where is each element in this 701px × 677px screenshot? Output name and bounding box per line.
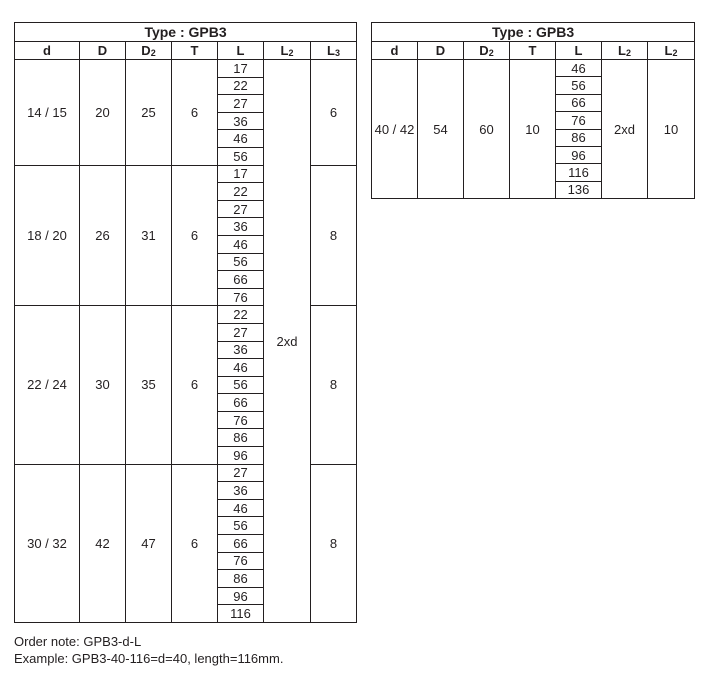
cell-L: 86 (556, 129, 602, 146)
cell-L: 76 (218, 288, 264, 306)
cell-L: 17 (218, 60, 264, 78)
cell-L: 22 (218, 183, 264, 201)
cell-L: 116 (218, 605, 264, 623)
cell-L: 27 (218, 323, 264, 341)
cell-L: 36 (218, 482, 264, 500)
order-notes (14, 633, 283, 667)
cell-d: 30 / 32 (15, 464, 80, 622)
cell-L: 46 (218, 359, 264, 377)
cell-T: 6 (172, 306, 218, 464)
cell-L3: 8 (311, 165, 357, 306)
cell-L3: 6 (311, 60, 357, 166)
header-D: D (418, 42, 464, 60)
cell-L: 56 (218, 517, 264, 535)
cell-D: 54 (418, 60, 464, 199)
cell-d: 18 / 20 (15, 165, 80, 306)
gpb3-table-left (14, 22, 357, 623)
cell-L: 56 (218, 147, 264, 165)
cell-L: 46 (556, 60, 602, 77)
cell-D2: 35 (126, 306, 172, 464)
header-L3: $L_3$ (311, 42, 357, 60)
order-example: Example: GPB3-40-116=d=40, length=116mm. (14, 651, 284, 666)
header-L2: $L_2$ (602, 42, 648, 60)
table-body (15, 60, 357, 623)
header-d: d (372, 42, 418, 60)
cell-L: 76 (556, 112, 602, 129)
table-row (372, 60, 695, 77)
cell-L: 66 (556, 94, 602, 111)
cell-T: 6 (172, 60, 218, 166)
cell-D: 42 (80, 464, 126, 622)
cell-L: 76 (218, 552, 264, 570)
cell-L: 17 (218, 165, 264, 183)
cell-L: 46 (218, 499, 264, 517)
header-D: D (80, 42, 126, 60)
cell-T: 10 (510, 60, 556, 199)
header-L2: $L_2$ (264, 42, 311, 60)
header-L2-second: $L_2$ (648, 42, 695, 60)
cell-L: 66 (218, 271, 264, 289)
cell-L: 36 (218, 218, 264, 236)
cell-D: 20 (80, 60, 126, 166)
cell-L: 86 (218, 570, 264, 588)
cell-L: 96 (556, 146, 602, 163)
gpb3-table-right (371, 22, 695, 199)
cell-d: 14 / 15 (15, 60, 80, 166)
cell-D: 26 (80, 165, 126, 306)
cell-L: 22 (218, 77, 264, 95)
header-d: d (15, 42, 80, 60)
cell-L: 56 (556, 77, 602, 94)
table-row (15, 60, 357, 78)
header-D2: $D_2$ (464, 42, 510, 60)
order-note: Order note: GPB3-d-L (14, 634, 142, 649)
cell-d: 22 / 24 (15, 306, 80, 464)
cell-L: 96 (218, 587, 264, 605)
cell-L: 27 (218, 200, 264, 218)
cell-L: 56 (218, 253, 264, 271)
header-D2: $D_2$ (126, 42, 172, 60)
header-T: T (510, 42, 556, 60)
table-title: Type : GPB3 (372, 23, 695, 42)
cell-L2: 2xd (602, 60, 648, 199)
header-L: L (556, 42, 602, 60)
cell-T: 6 (172, 464, 218, 622)
cell-D2: 25 (126, 60, 172, 166)
cell-D: 30 (80, 306, 126, 464)
cell-L: 22 (218, 306, 264, 324)
cell-L2: 2xd (264, 60, 311, 623)
cell-L: 116 (556, 164, 602, 181)
cell-D2: 47 (126, 464, 172, 622)
cell-L: 46 (218, 235, 264, 253)
cell-D2: 31 (126, 165, 172, 306)
cell-T: 6 (172, 165, 218, 306)
cell-L: 46 (218, 130, 264, 148)
table-body (372, 60, 695, 199)
cell-L: 27 (218, 464, 264, 482)
cell-L: 96 (218, 447, 264, 465)
header-L: L (218, 42, 264, 60)
cell-L: 136 (556, 181, 602, 198)
table-title: Type : GPB3 (15, 23, 357, 42)
cell-D2: 60 (464, 60, 510, 199)
cell-L: 76 (218, 411, 264, 429)
cell-L: 56 (218, 376, 264, 394)
cell-L: 86 (218, 429, 264, 447)
cell-L: 36 (218, 112, 264, 130)
cell-L: 66 (218, 535, 264, 553)
cell-L: 36 (218, 341, 264, 359)
cell-L2-second: 10 (648, 60, 695, 199)
cell-L: 27 (218, 95, 264, 113)
header-T: T (172, 42, 218, 60)
cell-d: 40 / 42 (372, 60, 418, 199)
cell-L: 66 (218, 394, 264, 412)
cell-L3: 8 (311, 464, 357, 622)
cell-L3: 8 (311, 306, 357, 464)
